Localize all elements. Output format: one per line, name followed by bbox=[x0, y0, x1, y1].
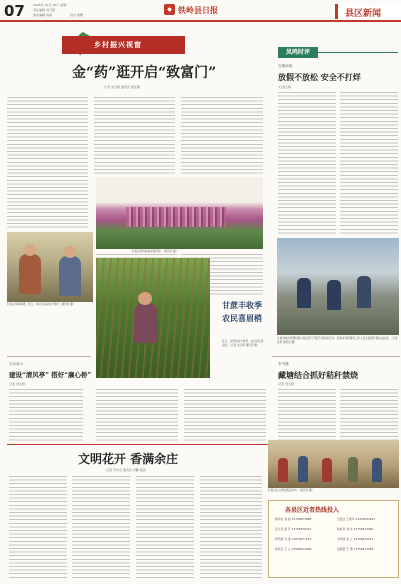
mid-right-headline: 藏塘结合抓好秸秆禁烧 bbox=[278, 370, 358, 380]
notice-row: 新华社 刘 斌 13700873888 bbox=[275, 517, 312, 521]
mid-left-text-col-1 bbox=[9, 389, 83, 442]
mid-right-byline: 记者 刘玉婷 bbox=[278, 382, 294, 386]
right-photo-caption: 日前县城市管理局联合相关部门开展专项检查行动。县国市容管理局工作人员在街面开展执法检查。（记者 张君 通讯员 摄） bbox=[277, 337, 398, 344]
lead-text-col-3 bbox=[181, 97, 263, 175]
mid-right-text-col-1 bbox=[278, 389, 336, 442]
mid-left-text-col-2 bbox=[96, 389, 178, 442]
lead-farmers-photo bbox=[7, 232, 93, 302]
section-name: 县区新闻 bbox=[345, 9, 382, 19]
header-date: 2025年 10月 10日 星期一 bbox=[33, 3, 70, 7]
right-inspection-photo bbox=[277, 238, 399, 335]
lead-photo-caption: 村民在药材基地采收药材。（通讯员 摄） bbox=[132, 250, 179, 253]
lead-text-col-2 bbox=[94, 97, 175, 175]
bottom-headline: 文明花开 香满余庄 bbox=[78, 452, 179, 466]
notice-row: 铁岭区 王 立 13584813998 bbox=[275, 547, 312, 551]
mid-left-divider bbox=[7, 356, 91, 357]
masthead-logo-icon: ◆ bbox=[164, 4, 175, 15]
bottom-text-col-3 bbox=[136, 476, 194, 578]
page-number: 07 bbox=[4, 2, 25, 20]
hotline-notice-box bbox=[268, 500, 399, 578]
notice-row: 伊州县 马 成 13674877213 bbox=[275, 537, 312, 541]
page-header bbox=[0, 0, 401, 22]
mid-right-kicker: 李书涵 bbox=[278, 362, 289, 366]
masthead: 铁岭县日报 bbox=[178, 5, 218, 15]
header-proof: 校对 胡姗 bbox=[70, 13, 83, 17]
bottom-text-col-2 bbox=[72, 476, 130, 578]
lead-banner: 乡村振兴视窗 bbox=[62, 36, 185, 54]
notice-row: 丰州市 李 立 13704876317 bbox=[337, 537, 374, 541]
lead-field-photo bbox=[96, 177, 263, 249]
bottom-byline: 记者 苏丰田 通讯员 何鹏 程思 bbox=[106, 468, 146, 472]
bottom-photo-caption: 村民们在文明实践活动中。（通讯员 摄） bbox=[268, 489, 315, 492]
right-kicker: 石镇问城 bbox=[278, 64, 292, 68]
right-divider bbox=[272, 356, 400, 357]
bottom-text-col-4 bbox=[200, 476, 262, 578]
right-headline: 放假不放松 安全不打烊 bbox=[278, 72, 361, 82]
notice-row: 铁岭县 刘 东 13754872390 bbox=[337, 527, 374, 531]
notice-title: 各县区近者热线投入 bbox=[285, 507, 340, 514]
header-designer: 美术编辑 杨丽 bbox=[33, 13, 52, 17]
notice-row: 区长区 庞 凡 13754876327 bbox=[275, 527, 312, 531]
lead-photo2-caption: 村民在田间晾晒。近日，村民们在采收中草药（通讯员 摄） bbox=[7, 303, 76, 306]
bottom-text-col-1 bbox=[9, 476, 67, 578]
harvest-headline: 甘蔗丰收季 bbox=[222, 300, 262, 310]
notice-row: 云县区 王新华 13470033997 bbox=[337, 517, 376, 521]
mid-left-kicker: 王向前小 bbox=[9, 362, 23, 366]
lead-text-col-1 bbox=[7, 97, 88, 229]
mid-left-byline: 记者 刘玉婷 bbox=[9, 382, 25, 386]
bottom-photo bbox=[268, 440, 399, 488]
mid-left-headline: 建设“清风亭” 搭好“廉心桥” bbox=[9, 371, 92, 379]
mid-left-text-col-3 bbox=[184, 389, 266, 442]
harvest-photo bbox=[96, 258, 210, 378]
right-text-col-2 bbox=[340, 92, 398, 234]
right-text-col-1 bbox=[278, 92, 336, 234]
lead-byline: 记者 刘玉婷 通讯员 周亚楠 bbox=[104, 85, 140, 89]
harvest-caption: 近日，甘蔗迎来丰收季，农民们忙着采收。（记者 刘玉婷 通讯员 摄） bbox=[222, 340, 264, 347]
harvest-headline-2: 农民喜眉梢 bbox=[222, 313, 262, 323]
commentary-tag: 凤鸣时评 bbox=[278, 47, 318, 58]
commentary-tag-line bbox=[318, 52, 398, 53]
mid-right-text-col-2 bbox=[340, 389, 398, 442]
right-byline: 文/刘玉婷 bbox=[278, 85, 292, 89]
notice-row: 昌图县 王 勇 13754872358 bbox=[337, 547, 374, 551]
lead-headline: 金“药”逛开启“致富门” bbox=[72, 65, 217, 81]
header-editor: 责任编辑 刘天骐 bbox=[33, 8, 55, 12]
